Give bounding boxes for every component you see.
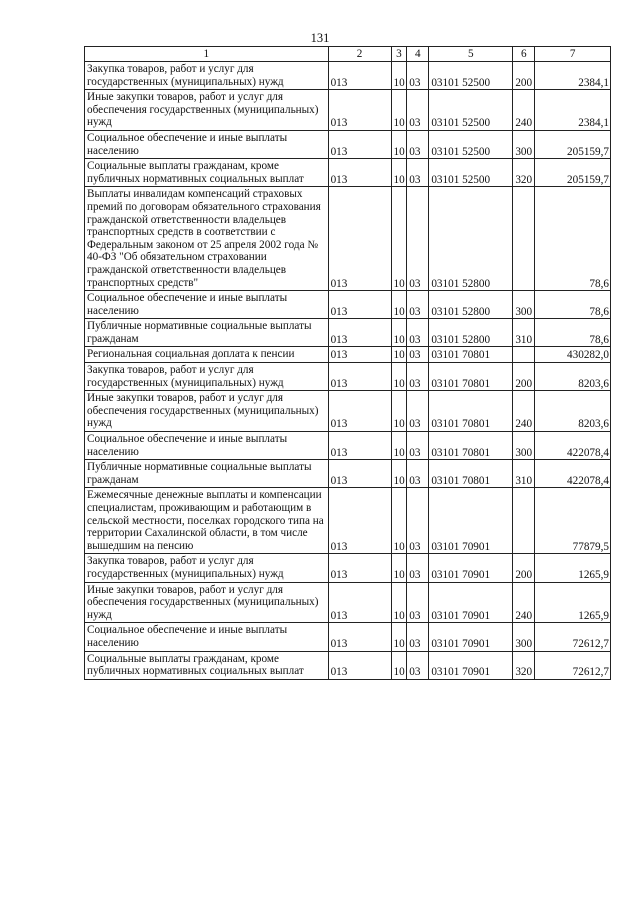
row-section: 10: [391, 488, 407, 554]
header-row: [85, 47, 611, 62]
table-row: [85, 62, 611, 90]
row-target-article: 03101 70901: [429, 651, 513, 679]
row-target-article: 03101 70801: [429, 460, 513, 488]
row-description: Социальное обеспечение и иные выплаты населению: [85, 291, 329, 319]
row-section: 10: [391, 347, 407, 363]
row-description: Региональная социальная доплата к пенсии: [85, 347, 329, 363]
row-admin-code: 013: [328, 488, 391, 554]
row-section: 10: [391, 62, 407, 90]
header-col-1: 1: [85, 47, 329, 62]
header-col-3: 3: [391, 47, 407, 62]
row-subsection: 03: [407, 432, 429, 460]
row-admin-code: 013: [328, 582, 391, 623]
header-col-4: 4: [407, 47, 429, 62]
row-amount: 205159,7: [535, 130, 611, 158]
row-admin-code: 013: [328, 460, 391, 488]
row-subsection: 03: [407, 347, 429, 363]
row-target-article: 03101 52800: [429, 319, 513, 347]
row-expense-type: 240: [513, 391, 535, 432]
row-subsection: 03: [407, 159, 429, 187]
row-subsection: 03: [407, 460, 429, 488]
row-expense-type: 320: [513, 159, 535, 187]
row-admin-code: 013: [328, 319, 391, 347]
row-target-article: 03101 52800: [429, 291, 513, 319]
row-section: 10: [391, 319, 407, 347]
row-subsection: 03: [407, 291, 429, 319]
row-target-article: 03101 52500: [429, 62, 513, 90]
row-subsection: 03: [407, 130, 429, 158]
row-section: 10: [391, 159, 407, 187]
row-target-article: 03101 70901: [429, 582, 513, 623]
row-subsection: 03: [407, 623, 429, 651]
row-target-article: 03101 52800: [429, 187, 513, 291]
row-expense-type: 310: [513, 460, 535, 488]
table-row: [85, 582, 611, 623]
row-amount: 2384,1: [535, 90, 611, 131]
row-admin-code: 013: [328, 62, 391, 90]
header-col-7: 7: [535, 47, 611, 62]
row-expense-type: 310: [513, 319, 535, 347]
row-expense-type: 200: [513, 363, 535, 391]
row-amount: 422078,4: [535, 432, 611, 460]
row-description: Закупка товаров, работ и услуг для государственных (муниципальных) нужд: [85, 554, 329, 582]
header-col-5: 5: [429, 47, 513, 62]
row-target-article: 03101 52500: [429, 90, 513, 131]
row-section: 10: [391, 651, 407, 679]
row-section: 10: [391, 291, 407, 319]
table-row: [85, 363, 611, 391]
table-body: [85, 62, 611, 680]
table-row: [85, 460, 611, 488]
row-description: Иные закупки товаров, работ и услуг для обеспечения государственных (муниципальных) нужд: [85, 90, 329, 131]
row-description: Иные закупки товаров, работ и услуг для обеспечения государственных (муниципальных) нужд: [85, 582, 329, 623]
row-section: 10: [391, 623, 407, 651]
row-admin-code: 013: [328, 623, 391, 651]
row-description: Социальное обеспечение и иные выплаты населению: [85, 432, 329, 460]
row-expense-type: 300: [513, 432, 535, 460]
row-target-article: 03101 52500: [429, 159, 513, 187]
row-admin-code: 013: [328, 90, 391, 131]
row-admin-code: 013: [328, 432, 391, 460]
row-section: 10: [391, 582, 407, 623]
row-expense-type: 300: [513, 291, 535, 319]
row-admin-code: 013: [328, 391, 391, 432]
row-description: Выплаты инвалидам компенсаций страховых премий по договорам обязательного страхования гражданской ответственности владельцев транспортных средств в соответствии с Федеральным законом от 25 апреля 2002 года № 40-ФЗ "Об обязательном страховании гражданской ответственности владельцев транспортных средств": [85, 187, 329, 291]
row-admin-code: 013: [328, 291, 391, 319]
table-row: [85, 159, 611, 187]
row-description: Иные закупки товаров, работ и услуг для обеспечения государственных (муниципальных) нужд: [85, 391, 329, 432]
row-admin-code: 013: [328, 130, 391, 158]
row-description: Социальные выплаты гражданам, кроме публичных нормативных социальных выплат: [85, 159, 329, 187]
row-target-article: 03101 70901: [429, 488, 513, 554]
row-section: 10: [391, 554, 407, 582]
row-target-article: 03101 70801: [429, 391, 513, 432]
row-target-article: 03101 70801: [429, 347, 513, 363]
row-amount: 77879,5: [535, 488, 611, 554]
row-expense-type: 300: [513, 623, 535, 651]
row-target-article: 03101 70901: [429, 623, 513, 651]
row-amount: 72612,7: [535, 623, 611, 651]
row-subsection: 03: [407, 319, 429, 347]
row-subsection: 03: [407, 90, 429, 131]
row-subsection: 03: [407, 554, 429, 582]
row-description: Социальные выплаты гражданам, кроме публичных нормативных социальных выплат: [85, 651, 329, 679]
row-subsection: 03: [407, 363, 429, 391]
row-section: 10: [391, 460, 407, 488]
row-amount: 2384,1: [535, 62, 611, 90]
table-row: [85, 488, 611, 554]
row-target-article: 03101 70901: [429, 554, 513, 582]
row-expense-type: 200: [513, 554, 535, 582]
row-section: 10: [391, 130, 407, 158]
table-row: [85, 432, 611, 460]
row-target-article: 03101 70801: [429, 363, 513, 391]
row-amount: 72612,7: [535, 651, 611, 679]
page-number: 131: [310, 31, 330, 45]
row-expense-type: 300: [513, 130, 535, 158]
row-expense-type: [513, 347, 535, 363]
row-description: Ежемесячные денежные выплаты и компенсации специалистам, проживающим и работающим в сельской местности, поселках городского типа на территории Сахалинской области, в том числе вышедшим на пенсию: [85, 488, 329, 554]
table-row: [85, 319, 611, 347]
budget-table: [84, 46, 611, 680]
row-section: 10: [391, 363, 407, 391]
row-amount: 422078,4: [535, 460, 611, 488]
row-amount: 78,6: [535, 291, 611, 319]
row-description: Публичные нормативные социальные выплаты гражданам: [85, 319, 329, 347]
header-col-6: 6: [513, 47, 535, 62]
table-row: [85, 291, 611, 319]
row-subsection: 03: [407, 62, 429, 90]
row-subsection: 03: [407, 582, 429, 623]
row-description: Социальное обеспечение и иные выплаты населению: [85, 623, 329, 651]
row-amount: 78,6: [535, 319, 611, 347]
row-amount: 1265,9: [535, 582, 611, 623]
row-subsection: 03: [407, 391, 429, 432]
row-expense-type: 240: [513, 90, 535, 131]
row-amount: 1265,9: [535, 554, 611, 582]
row-section: 10: [391, 90, 407, 131]
row-amount: 430282,0: [535, 347, 611, 363]
row-subsection: 03: [407, 488, 429, 554]
row-expense-type: 200: [513, 62, 535, 90]
row-amount: 8203,6: [535, 363, 611, 391]
row-description: Закупка товаров, работ и услуг для государственных (муниципальных) нужд: [85, 62, 329, 90]
row-amount: 8203,6: [535, 391, 611, 432]
table-row: [85, 651, 611, 679]
row-description: Закупка товаров, работ и услуг для государственных (муниципальных) нужд: [85, 363, 329, 391]
row-expense-type: 320: [513, 651, 535, 679]
header-col-2: 2: [328, 47, 391, 62]
table-row: [85, 623, 611, 651]
row-admin-code: 013: [328, 554, 391, 582]
row-admin-code: 013: [328, 347, 391, 363]
row-admin-code: 013: [328, 159, 391, 187]
row-subsection: 03: [407, 651, 429, 679]
row-admin-code: 013: [328, 363, 391, 391]
table-row: [85, 130, 611, 158]
row-target-article: 03101 52500: [429, 130, 513, 158]
row-admin-code: 013: [328, 651, 391, 679]
row-amount: 205159,7: [535, 159, 611, 187]
row-amount: 78,6: [535, 187, 611, 291]
table-row: [85, 347, 611, 363]
row-section: 10: [391, 391, 407, 432]
row-expense-type: [513, 187, 535, 291]
row-target-article: 03101 70801: [429, 432, 513, 460]
table-row: [85, 90, 611, 131]
row-section: 10: [391, 187, 407, 291]
row-expense-type: 240: [513, 582, 535, 623]
row-description: Социальное обеспечение и иные выплаты населению: [85, 130, 329, 158]
row-expense-type: [513, 488, 535, 554]
row-description: Публичные нормативные социальные выплаты гражданам: [85, 460, 329, 488]
row-subsection: 03: [407, 187, 429, 291]
row-section: 10: [391, 432, 407, 460]
table-row: [85, 187, 611, 291]
row-admin-code: 013: [328, 187, 391, 291]
table-row: [85, 391, 611, 432]
table-row: [85, 554, 611, 582]
